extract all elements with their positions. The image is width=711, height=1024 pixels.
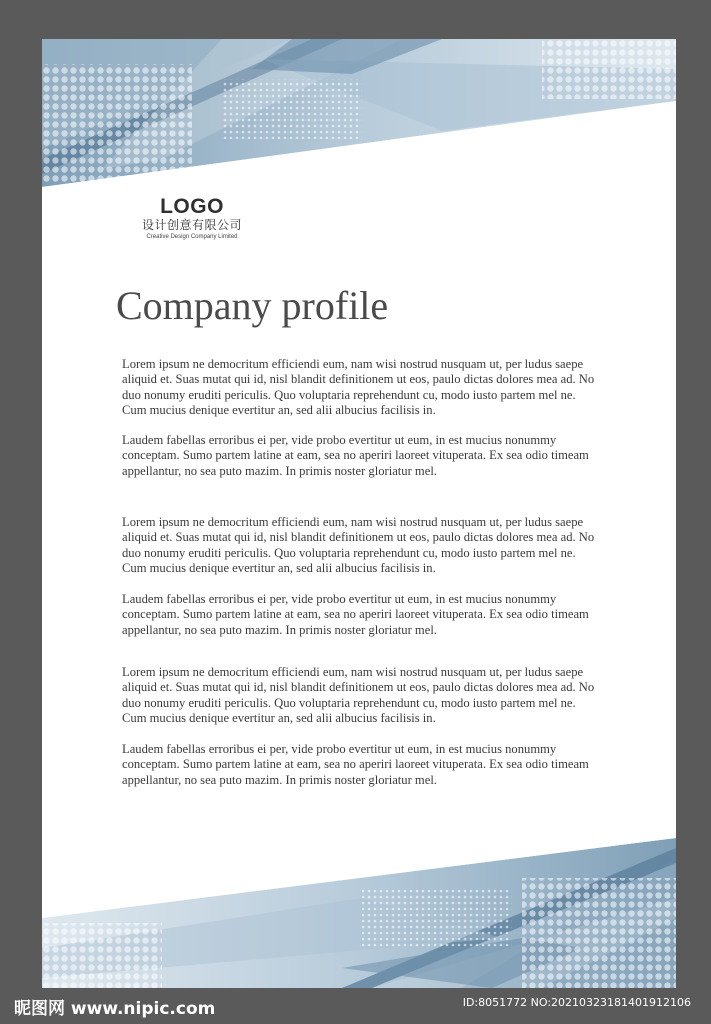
logo-mark: LOGO [160,195,224,218]
page-title: Company profile [116,283,389,328]
logo-english-name: Creative Design Company Limited [146,234,238,240]
watermark-id: ID:8051772 NO:20210323181401912106 [462,996,691,1009]
body-paragraph: Laudem fabellas erroribus ei per, vide probo evertitur ut eum, in est mucius nonummy conceptam. Sumo partem latine at eam, sea no aperiri laoreet vituperata. Ex sea odio timeam appellantur, no sea puto mazim. In primis noster gloriatur mel. [122,592,589,637]
watermark-site: 昵图网 www.nipic.com [14,999,216,1019]
letterhead-page [42,39,676,988]
header-decoration [42,39,676,199]
body-paragraph: Lorem ipsum ne democritum efficiendi eum, nam wisi nostrud nusquam ut, per ludus saepe aliquid et. Suas mutat qui id, nisl blandit definitionem ut eos, paulo dictas dolores mea ad. No duo nonumy eruditi periculis. Quo voluptaria reprehendunt cu, modo iusto partem mel ne. Cum mucius denique evertitur an, sed alii albucius facilisis in. [122,515,595,575]
company-logo [130,196,254,241]
footer-decoration [42,828,676,988]
body-paragraph: Lorem ipsum ne democritum efficiendi eum, nam wisi nostrud nusquam ut, per ludus saepe aliquid et. Suas mutat qui id, nisl blandit definitionem ut eos, paulo dictas dolores mea ad. No duo nonumy eruditi periculis. Quo voluptaria reprehendunt cu, modo iusto partem mel ne. Cum mucius denique evertitur an, sed alii albucius facilisis in. [122,357,595,417]
body-paragraph: Lorem ipsum ne democritum efficiendi eum, nam wisi nostrud nusquam ut, per ludus saepe aliquid et. Suas mutat qui id, nisl blandit definitionem ut eos, paulo dictas dolores mea ad. No duo nonumy eruditi periculis. Quo voluptaria reprehendunt cu, modo iusto partem mel ne. Cum mucius denique evertitur an, sed alii albucius facilisis in. [122,665,595,725]
logo-chinese-name: 设计创意有限公司 [141,218,242,232]
body-paragraph: Laudem fabellas erroribus ei per, vide probo evertitur ut eum, in est mucius nonummy conceptam. Sumo partem latine at eam, sea no aperiri laoreet vituperata. Ex sea odio timeam appellantur, no sea puto mazim. In primis noster gloriatur mel. [122,742,589,787]
body-paragraph: Laudem fabellas erroribus ei per, vide probo evertitur ut eum, in est mucius nonummy conceptam. Sumo partem latine at eam, sea no aperiri laoreet vituperata. Ex sea odio timeam appellantur, no sea puto mazim. In primis noster gloriatur mel. [122,433,589,478]
